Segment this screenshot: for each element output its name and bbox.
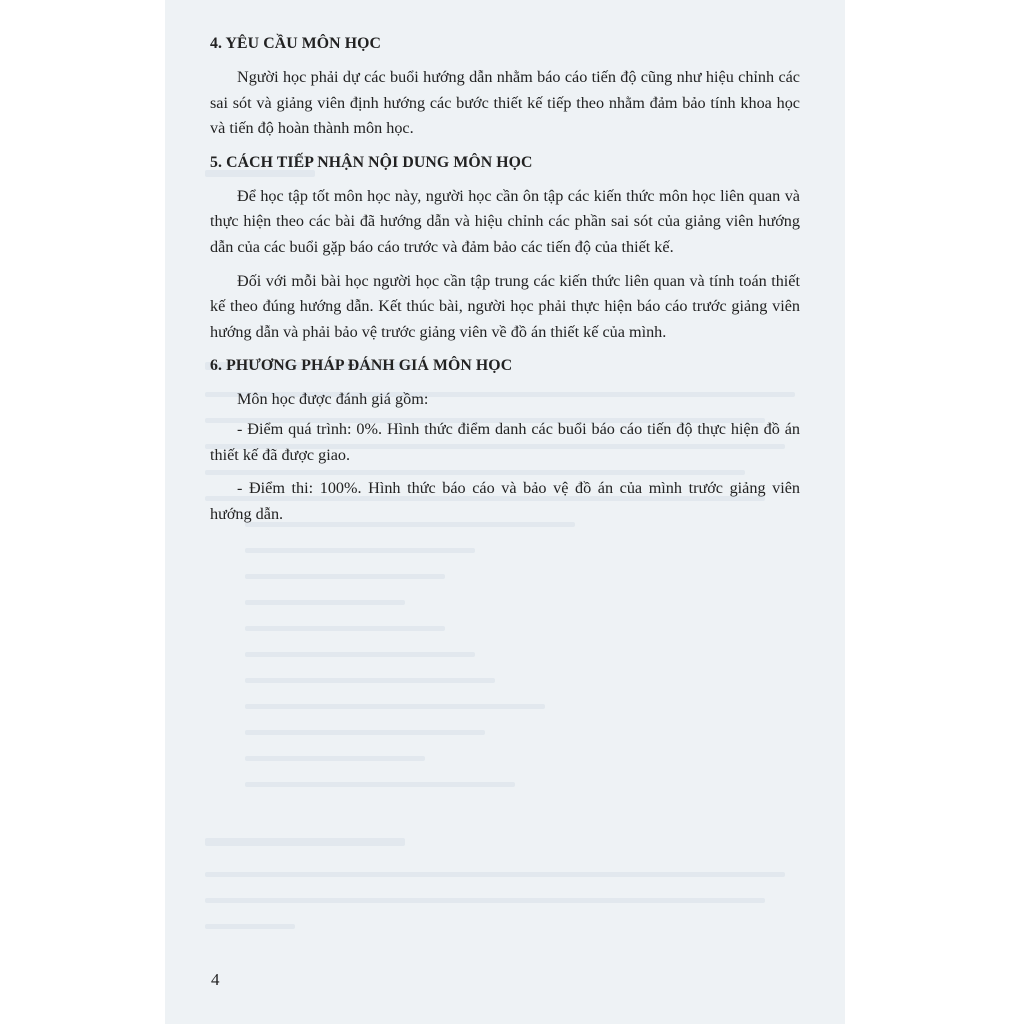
paragraph: Đối với mỗi bài học người học cần tập trung các kiến thức liên quan và tính toán thiết kế theo đúng hướng dẫn. Kết thúc bài, người học phải thực hiện báo cáo trước giảng viên hướng dẫn và phải bảo vệ trước giảng viên về đồ án thiết kế của mình. bbox=[210, 271, 800, 341]
paragraph: Môn học được đánh giá gồm: bbox=[237, 390, 429, 409]
section-assessment-method bbox=[210, 355, 800, 527]
page-number: 4 bbox=[211, 970, 220, 989]
document-page bbox=[165, 0, 845, 1024]
paragraph: Để học tập tốt môn học này, người học cần ôn tập các kiến thức môn học liên quan và thực hiện theo các bài đã hướng dẫn và hiệu chỉnh các phần sai sót của giảng viên hướng dẫn của các buổi gặp báo cáo trước và đảm bảo các tiến độ của thiết kế. bbox=[210, 186, 800, 256]
section-heading: 4. YÊU CẦU MÔN HỌC bbox=[210, 35, 382, 52]
paragraph: Người học phải dự các buổi hướng dẫn nhằm báo cáo tiến độ cũng như hiệu chỉnh các sai sót và giảng viên định hướng các bước thiết kế tiếp theo nhằm đảm bảo tính khoa học và tiến độ hoàn thành môn học. bbox=[210, 68, 800, 138]
section-requirements bbox=[210, 33, 800, 142]
paragraph: - Điểm thi: 100%. Hình thức báo cáo và bảo vệ đồ án của mình trước giảng viên hướng dẫn. bbox=[210, 479, 800, 523]
section-heading: 6. PHƯƠNG PHÁP ĐÁNH GIÁ MÔN HỌC bbox=[210, 357, 513, 375]
document-body bbox=[210, 33, 800, 527]
section-content-approach bbox=[210, 152, 800, 346]
section-heading: 5. CÁCH TIẾP NHẬN NỘI DUNG MÔN HỌC bbox=[210, 153, 533, 171]
paragraph: - Điểm quá trình: 0%. Hình thức điểm danh các buổi báo cáo tiến độ thực hiện đồ án thiết kế đã được giao. bbox=[210, 419, 800, 464]
